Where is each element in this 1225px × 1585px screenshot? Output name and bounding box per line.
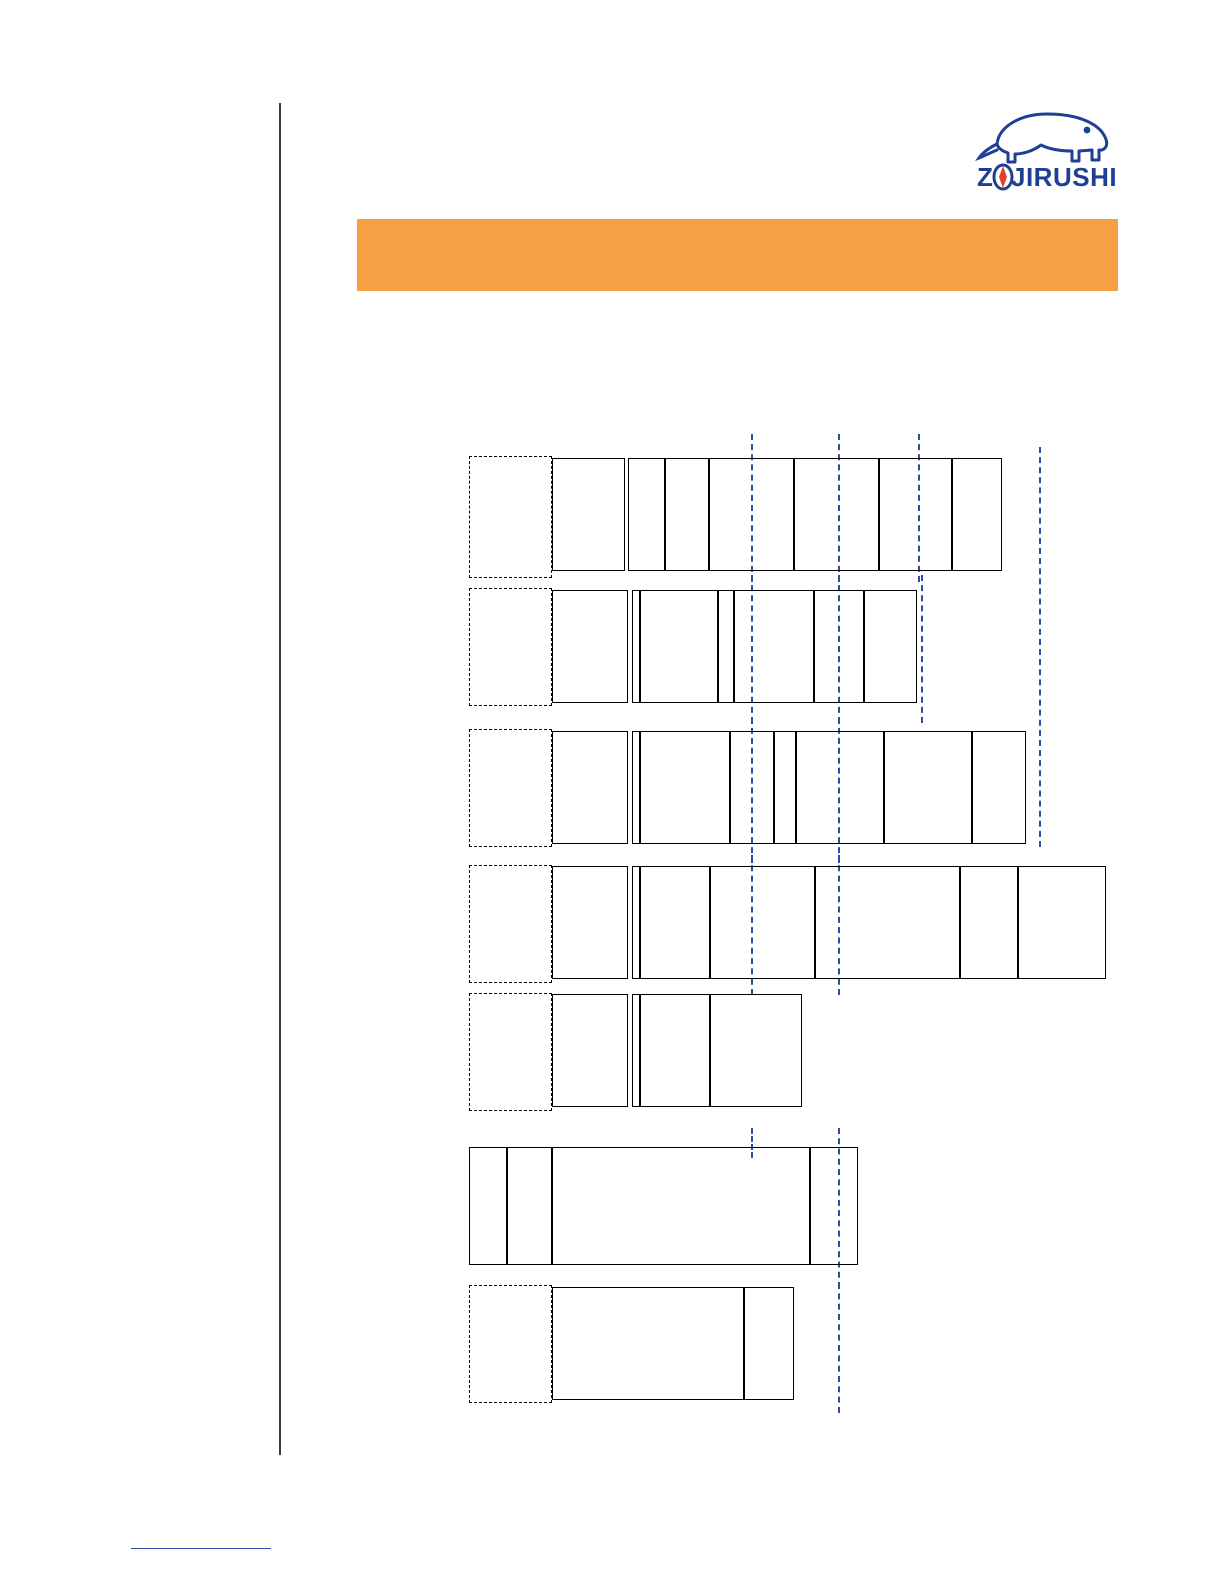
row-5-label-cell [469, 993, 552, 1111]
guide-line-7 [921, 575, 923, 723]
row-2-cell-4-text [719, 591, 733, 595]
guide-line-3 [918, 434, 920, 582]
row-5-cell-3-text [641, 995, 709, 999]
row-4-cell-7-text [1019, 867, 1105, 871]
row-6-cell-3-text [553, 1148, 809, 1152]
row-3-label [470, 730, 551, 734]
row-2-cell-2 [632, 590, 640, 703]
guide-line-8 [751, 718, 753, 863]
row-3-cell-3 [640, 731, 730, 844]
row-2-label-cell [469, 588, 552, 706]
row-3-cell-2-text [633, 732, 639, 736]
row-1-label [470, 457, 551, 461]
row-1-label-cell [469, 456, 552, 578]
row-3-cell-4-text [731, 732, 773, 736]
row-1-cell-7-text [953, 459, 1001, 463]
row-4-cell-3-text [641, 867, 709, 871]
row-7-cell-1 [552, 1287, 744, 1400]
row-4-cell-4 [710, 866, 815, 979]
row-5-cell-1 [552, 994, 628, 1107]
row-3-cell-6-text [797, 732, 883, 736]
row-1-cell-3 [665, 458, 709, 571]
footer-link[interactable] [131, 1548, 271, 1549]
row-2-cell-6-text [815, 591, 863, 595]
row-4-cell-6-text [961, 867, 1017, 871]
row-4-cell-1-text [553, 867, 627, 871]
guide-line-13 [838, 1128, 840, 1288]
row-2-cell-1 [552, 590, 628, 703]
row-1-cell-1 [552, 458, 625, 571]
row-7-cell-2 [744, 1287, 794, 1400]
svg-text:JIRUSHI: JIRUSHI [1011, 162, 1118, 192]
row-4-cell-4-text [711, 867, 814, 871]
guide-line-12 [751, 1128, 753, 1158]
row-5-cell-3 [640, 994, 710, 1107]
row-6-cell-2-text [508, 1148, 551, 1152]
row-1-cell-6-text [880, 459, 951, 463]
row-2-cell-2-text [633, 591, 639, 595]
title-banner [357, 219, 1118, 291]
row-4-cell-5-text [816, 867, 959, 871]
row-2-cell-1-text [553, 591, 627, 595]
row-3-cell-1 [552, 731, 628, 844]
row-3-cell-5 [774, 731, 796, 844]
row-7-cell-1-text [553, 1288, 743, 1292]
row-7-label [470, 1286, 551, 1290]
guide-line-1 [751, 434, 753, 582]
row-1-cell-1-text [553, 459, 624, 463]
row-6-cell-2 [507, 1147, 552, 1265]
row-6-cell-1 [469, 1147, 507, 1265]
row-2-cell-4 [718, 590, 734, 703]
row-2-cell-7 [864, 590, 917, 703]
row-3-cell-4 [730, 731, 774, 844]
row-4-cell-3 [640, 866, 710, 979]
row-2-cell-5-text [735, 591, 813, 595]
row-5-label [470, 994, 551, 998]
row-4-cell-6 [960, 866, 1018, 979]
row-1-cell-4 [709, 458, 794, 571]
guide-line-5 [751, 575, 753, 723]
elephant-logo-icon [979, 114, 1107, 162]
row-4-cell-2 [632, 866, 640, 979]
row-6-cell-4 [810, 1147, 858, 1265]
row-7-label-cell [469, 1285, 552, 1403]
zojirushi-logo [975, 104, 1120, 194]
row-6-cell-4-text [811, 1148, 857, 1152]
row-6-cell-3 [552, 1147, 810, 1265]
row-4-cell-7 [1018, 866, 1106, 979]
guide-line-11 [838, 855, 840, 995]
row-2-cell-6 [814, 590, 864, 703]
row-7-cell-2-text [745, 1288, 793, 1292]
row-1-cell-2 [628, 458, 665, 571]
row-4-cell-1 [552, 866, 628, 979]
row-2-label [470, 589, 551, 593]
row-3-cell-6 [796, 731, 884, 844]
row-4-label [470, 866, 551, 870]
row-3-cell-5-text [775, 732, 795, 736]
left-margin-rule [279, 103, 281, 1455]
row-3-cell-7 [884, 731, 972, 844]
row-5-cell-1-text [553, 995, 627, 999]
row-1-cell-5 [794, 458, 879, 571]
row-4-label-cell [469, 865, 552, 983]
row-5-cell-4-text [711, 995, 801, 999]
guide-line-9 [838, 718, 840, 863]
guide-line-2 [838, 434, 840, 582]
guide-line-6 [838, 575, 840, 723]
row-1-cell-6 [879, 458, 952, 571]
row-1-cell-7 [952, 458, 1002, 571]
row-5-cell-2 [632, 994, 640, 1107]
guide-line-10 [751, 855, 753, 995]
row-3-cell-7-text [885, 732, 971, 736]
row-6-cell-1-text [470, 1148, 506, 1152]
row-2-cell-3 [640, 590, 718, 703]
row-5-cell-4 [710, 994, 802, 1107]
row-1-cell-3-text [666, 459, 708, 463]
row-3-cell-8-text [973, 732, 1025, 736]
row-1-cell-2-text [629, 459, 664, 463]
row-1-cell-4-text [710, 459, 793, 463]
row-3-cell-2 [632, 731, 640, 844]
row-3-cell-3-text [641, 732, 729, 736]
row-1-cell-5-text [795, 459, 878, 463]
row-2-cell-7-text [865, 591, 916, 595]
row-3-label-cell [469, 729, 552, 847]
row-2-cell-3-text [641, 591, 717, 595]
row-4-cell-5 [815, 866, 960, 979]
guide-line-4 [1039, 447, 1041, 847]
row-3-cell-1-text [553, 732, 627, 736]
zojirushi-wordmark [977, 162, 1117, 192]
row-4-cell-2-text [633, 867, 639, 871]
guide-line-14 [838, 1283, 840, 1413]
row-5-cell-2-text [633, 995, 639, 999]
row-3-cell-8 [972, 731, 1026, 844]
row-2-cell-5 [734, 590, 814, 703]
svg-text:Z: Z [977, 162, 994, 192]
